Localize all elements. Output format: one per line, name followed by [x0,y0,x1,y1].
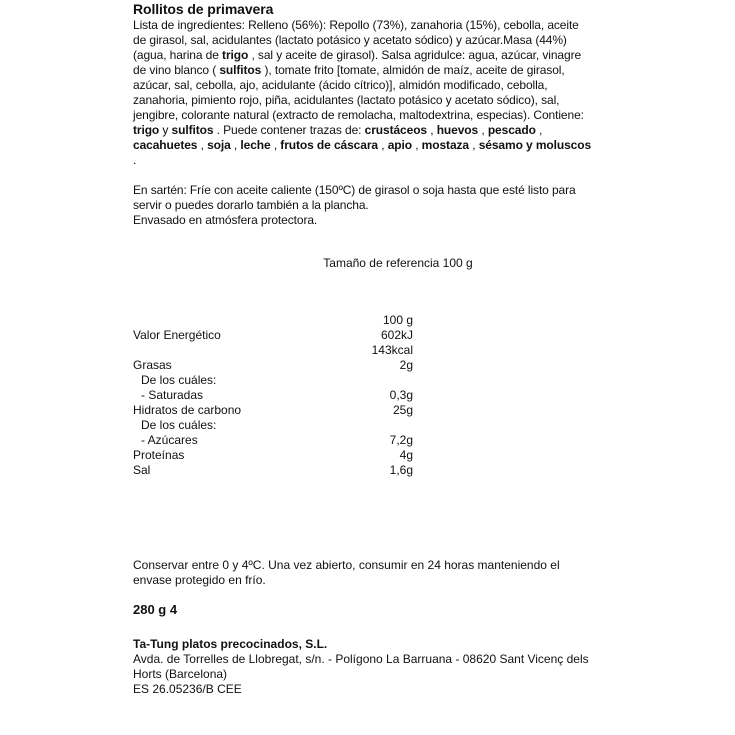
ingredients-part: , [197,138,208,152]
preparation-text: En sartén: Fríe con aceite caliente (150ºC) de girasol o soja hasta que esté listo para servir o puedes dorarlo también a la plancha. [133,183,576,212]
table-row [133,328,433,343]
nutrient-label: Hidratos de carbono [133,403,242,417]
nutrition-header-row [133,313,433,328]
ingredients-part: , [478,123,488,137]
nutrition-table [133,313,433,478]
allergen: cacahuetes [133,138,198,152]
storage-text: Conservar entre 0 y 4ºC. Una vez abierto, consumir en 24 horas manteniendo el envase protegido en frío. [133,558,560,587]
nutrient-value: 0,3g [389,388,413,402]
table-row [133,448,433,463]
product-title: Rollitos de primavera [133,1,274,17]
table-row [133,403,433,418]
nutrient-label: Sal [133,463,151,477]
allergen: mostaza [421,138,469,152]
ingredients-part: , [377,138,388,152]
table-row [133,358,433,373]
company-block [133,637,603,697]
nutrient-value: 143kcal [371,343,413,357]
nutrient-value: 7,2g [389,433,413,447]
nutrient-value: 25g [392,403,413,417]
nutrition-reference: Tamaño de referencia 100 g [323,256,473,270]
table-row [133,418,433,433]
allergen: sulfitos [219,63,262,77]
nutrient-value: 1,6g [389,463,413,477]
table-row [133,433,433,448]
ingredients-text [133,18,593,168]
ingredients-part: Lista de ingredientes: Relleno (56%): Repollo (73%), zanahoria (15%), cebolla, aceite de girasol, sal, acidulantes (lactato potásico y acetato sódico) y azúcar.Masa (44%) (agua, harina de [133,18,579,62]
nutrient-value: 4g [399,448,413,462]
nutrient-value: 2g [399,358,413,372]
ingredients-part: , sal y aceite de girasol). Salsa agridulce: agua, azúcar, vinagre de vino blanco ( [133,48,582,77]
ingredients-part: y [159,123,172,137]
nutrition-column-header: 100 g [382,313,413,327]
nutrient-value: 602kJ [380,328,413,342]
allergen: leche [240,138,271,152]
table-row [133,373,433,388]
table-row [133,463,433,478]
allergen: pescado [487,123,536,137]
nutrient-label: De los cuáles: [141,373,217,387]
ingredients-part: ), tomate frito [tomate, almidón de maíz, aceite de girasol, azúcar, sal, cebolla, ajo, acidulante (ácido cítrico)], almidón modificado, cebolla, zanahoria, pimiento rojo, piña, acidulantes (lactato potásico y acetato sódico), sal, jengibre, colorante natural (extracto de remolacha, maltodextrina, especias). Contiene: [133,63,584,122]
label-document [133,0,593,228]
allergen: soja [207,138,231,152]
ingredients-part: , [270,138,281,152]
package-size: 280 g 4 [133,602,178,617]
company-address: Avda. de Torrelles de Llobregat, s/n. - Polígono La Barruana - 08620 Sant Vicenç dels Horts (Barcelona) [133,652,589,681]
table-row [133,388,433,403]
company-name: Ta-Tung platos precocinados, S.L. [133,637,328,651]
ingredients-part: , [411,138,422,152]
allergen: huevos [436,123,479,137]
nutrient-label: Grasas [133,358,172,372]
allergen: trigo [133,123,160,137]
allergen: apio [387,138,412,152]
allergen: sésamo y moluscos [478,138,592,152]
ingredients-part: , [469,138,479,152]
table-row [133,343,433,358]
nutrient-label: - Saturadas [141,388,204,402]
allergen: frutos de cáscara [280,138,378,152]
nutrient-label: - Azúcares [141,433,198,447]
packaging-note: Envasado en atmósfera protectora. [133,213,318,227]
ingredients-part: , [230,138,241,152]
nutrient-label: Valor Energético [133,328,221,342]
ingredients-part: . Puede contener trazas de: [213,123,365,137]
ingredients-part: , [427,123,437,137]
nutrient-label: Proteínas [133,448,185,462]
allergen: trigo [222,48,249,62]
ingredients-part: . [133,153,137,167]
nutrient-label: De los cuáles: [141,418,217,432]
health-registry: ES 26.05236/B CEE [133,682,242,696]
ingredients-part: , [535,123,543,137]
allergen: crustáceos [364,123,427,137]
allergen: sulfitos [171,123,214,137]
